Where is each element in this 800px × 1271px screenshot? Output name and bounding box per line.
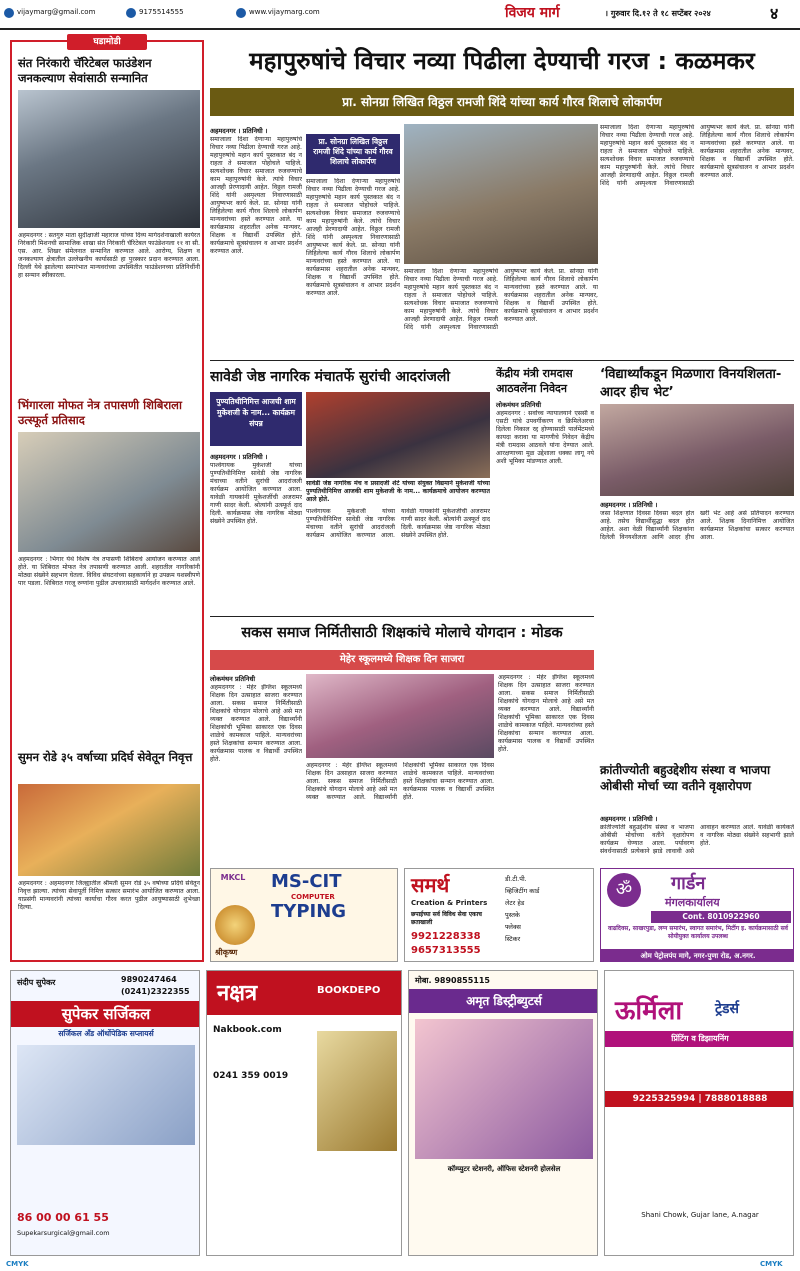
urmila-address: Shani Chowk, Gujar lane, A.nagar (641, 1211, 759, 1219)
header-date: । गुरुवार दि.१२ ते १८ सप्टेंबर २०२४ (605, 9, 711, 18)
header-website: www.vijaymarg.com (249, 8, 320, 16)
lead-inset-box: प्रा. सोनग्रा लिखित विठ्ठल रामजी शिंदे यांच्या कार्य गौरव शिलाचे लोकार्पण (306, 134, 400, 174)
nakshatra-name: नक्षत्र (217, 981, 258, 1006)
mid-story2-byline: लोकमंथन प्रतिनिधी (496, 401, 542, 409)
story3-headline: सुमन रोडे ३५ वर्षाच्या प्रदिर्घ सेवेतून निवृत्त (18, 750, 193, 764)
bottom-story1-body-a: अहमदनगर : मेहेर इंग्लिश स्कूलमध्ये शिक्षक दिन उत्साहात साजरा करण्यात आला. सकस समाज निर्मितीसाठी शिक्षकांचे योगदान मोलाचे आहे असे मत व्यक्त करण्यात आले. विद्यार्थ्यांनी शिक्षकांची भूमिका साकारत एक दिवस शाळेचे कामकाज पाहिले. मान्यवरांच्या हस्ते शिक्षकांचा सन्मान करण्यात आला. कार्यक्रमास पालक व विद्यार्थी उपस्थित होते. (210, 684, 302, 763)
bottom-story2-byline: अहमदनगर । प्रतिनिधी । (600, 815, 658, 823)
page-number: ४ (770, 4, 779, 23)
mid-story1-caption: सावेडी जेष्ठ नागरिक मंच व प्रसादजी शेटे यांच्या संयुक्त विद्यमाने मुकेशजी यांच्या पुण्यतिथीनिमित्त आजकी शाम मुकेशजी के नाम... कार्यक्रमाचे आयोजन करण्यात आले होते. (306, 480, 490, 503)
samarth-phone2: 9657313555 (411, 945, 481, 956)
mid-story1-byline: अहमदनगर । प्रतिनिधी । (210, 453, 268, 461)
urmila-sub: ट्रेडर्स (715, 1001, 740, 1017)
surgical-products-photo (17, 1045, 195, 1145)
surgical-person: संदीप सुपेकर (17, 978, 56, 987)
samarth-phone1: 9921228338 (411, 931, 481, 942)
left-column-box (10, 37, 204, 962)
mkcl-logo: MKCL (220, 873, 246, 882)
surgical-phone2: (0241)2322355 (121, 987, 190, 996)
bottom-story1-subhead: मेहेर स्कूलमध्ये शिक्षक दिन साजरा (210, 650, 594, 670)
nakshatra-site: Nakbook.com (213, 1025, 282, 1035)
bottom-story1-body-b: अहमदनगर : मेहेर इंग्लिश स्कूलमध्ये शिक्षक दिन उत्साहात साजरा करण्यात आला. सकस समाज निर्मितीसाठी शिक्षकांचे योगदान मोलाचे आहे असे मत व्यक्त करण्यात आले. विद्यार्थ्यांनी शिक्षकांची भूमिका साकारत एक दिवस शाळेचे कामकाज पाहिले. मान्यवरांच्या हस्ते शिक्षकांचा सन्मान करण्यात आला. कार्यक्रमास पालक व विद्यार्थी उपस्थित होते. (306, 762, 494, 801)
mid-story2-headline: केंद्रीय मंत्री रामदास आठवलेंना निवेदन (496, 367, 573, 395)
divider-mid (210, 616, 594, 617)
lead-byline: अहमदनगर । प्रतिनिधी । (210, 127, 268, 135)
lead-headline: महापुरुषांचे विचार नव्या पिढीला देण्याची गरज : कळमकर (249, 47, 755, 75)
mid-story3-body: जसा शिक्षणात दिवसा दिवसा बदल होत आहे. तसेच विद्यार्थीसुद्धा बदल होत आहेत. अशा वेळी विद्यार्थ्यांनी शिक्षकांना दिलेली विनयशीलता आणि आदर हीच खरी भेट आहे असे प्रतिपादन करण्यात आले. शिक्षक दिनानिमित्त आयोजित कार्यक्रमात शिक्षकांचा सत्कार करण्यात आला. (600, 510, 794, 541)
mscit-title: MS-CIT (271, 871, 342, 892)
samarth-line: छपाईच्या सर्व विविध सेवा एकाच छताखाली (411, 911, 482, 926)
header-email: vijaymarg@gmail.com (17, 8, 96, 16)
samarth-service: लेटर हेड (505, 899, 525, 907)
bottom-story1-photo (306, 674, 494, 758)
section-tag: घडामोडी (67, 34, 147, 50)
nakshatra-book-photo (317, 1031, 397, 1151)
ad-amrut (408, 970, 598, 1256)
story1-headline: संत निरंकारी चॅरिटेबल फाउंडेशन जनकल्याण सेवांसाठी सन्मानित (18, 56, 152, 85)
garden-contact: Cont. 8010922960 (651, 911, 791, 923)
surgical-phone1: 9890247464 (121, 975, 177, 984)
bottom-story2-headline: क्रांतीज्योती बहुउद्देशीय संस्था व भाजपा ओबीसी मोर्चा च्या वतीने वृक्षारोपण (600, 763, 771, 793)
mid-story2-body: अहमदनगर : सर्वोच्च न्यायालयाने एससी व एसटी यांचे उपवर्गीकरण व क्रिमिलेअरचा दिलेला निकाल रद्द होण्यासाठी पार्लमेंटमध्ये कायदा करावा या मागणीचे निवेदन केंद्रीय मंत्री रामदास आठवले यांना देण्यात आले. आरक्षणाच्या मूळ उद्देशाला धक्का लागू नये अशी भूमिका मांडण्यात आली. (496, 410, 594, 465)
lead-body-col2: समाजाला दिशा देणाऱ्या महापुरुषांचे विचार नव्या पिढीला देण्याची गरज आहे. महापुरुषांचे महान कार्य पुस्तकात बंद न राहता ते समाजात पोहोचले पाहिजे. सत्यशोधक विचार समाजात रुजवण्याचे काम महापुरुषांनी केले. त्यांचे विचार आजही प्रेरणादायी आहेत. विठ्ठल रामजी शिंदे यांनी अस्पृश्यता निवारणासाठी आयुष्यभर कार्य केले. प्रा. सोनग्रा यांनी लिहिलेल्या कार्य गौरव शिलाचे लोकार्पण मान्यवरांच्या हस्ते करण्यात आले. या कार्यक्रमास शहरातील अनेक मान्यवर, शिक्षक व विद्यार्थी उपस्थित होते. कार्यक्रमाचे सूत्रसंचालन व आभार प्रदर्शन करण्यात आले. (306, 178, 400, 297)
amrut-name: अमृत डिस्ट्रीब्युटर्स (409, 989, 598, 1013)
urmila-line: प्रिंटिंग व डिझायनिंग (605, 1031, 794, 1047)
lead-body-col4: समाजाला दिशा देणाऱ्या महापुरुषांचे विचार नव्या पिढीला देण्याची गरज आहे. महापुरुषांचे महान कार्य पुस्तकात बंद न राहता ते समाजात पोहोचले पाहिजे. सत्यशोधक विचार समाजात रुजवण्याचे काम महापुरुषांनी केले. त्यांचे विचार आजही प्रेरणादायी आहेत. विठ्ठल रामजी शिंदे यांनी अस्पृश्यता निवारणासाठी आयुष्यभर कार्य केले. प्रा. सोनग्रा यांनी लिहिलेल्या कार्य गौरव शिलाचे लोकार्पण मान्यवरांच्या हस्ते करण्यात आले. या कार्यक्रमास शहरातील अनेक मान्यवर, शिक्षक व विद्यार्थी उपस्थित होते. कार्यक्रमाचे सूत्रसंचालन व आभार प्रदर्शन करण्यात आले. (600, 124, 794, 187)
phone-icon (126, 8, 136, 18)
footer-cmyk-right: CMYK (760, 1260, 783, 1268)
bottom-story1-body-c: अहमदनगर : मेहेर इंग्लिश स्कूलमध्ये शिक्षक दिन उत्साहात साजरा करण्यात आला. सकस समाज निर्मितीसाठी शिक्षकांचे योगदान मोलाचे आहे असे मत व्यक्त करण्यात आले. विद्यार्थ्यांनी शिक्षकांची भूमिका साकारत एक दिवस शाळेचे कामकाज पाहिले. मान्यवरांच्या हस्ते शिक्षकांचा सन्मान करण्यात आला. कार्यक्रमास पालक व विद्यार्थी उपस्थित होते. (498, 674, 594, 753)
mid-story1-body-a: पार्श्वगायक मुकेशजी यांच्या पुण्यतिथीनिमित्त सावेडी जेष्ठ नागरिक मंचाच्या वतीने सुरांची आदरांजली कार्यक्रम आयोजित करण्यात आला. यावेळी गायकांनी मुकेशजींची अजरामर गाणी सादर केली. श्रोत्यांनी उत्स्फूर्त दाद दिली. कार्यक्रमास जेष्ठ नागरिक मोठ्या संख्येने उपस्थित होते. (210, 462, 302, 525)
story3-body: अहमदनगर : अहमदनगर जिल्ह्यातील श्रीमती सुमन रोडे ३५ वर्षाच्या प्रदिर्घ सेवेतून निवृत्त झाल्या. त्यांच्या सेवापूर्ती निमित्त सत्कार समारंभ आयोजित करण्यात आला. याप्रसंगी मान्यवरांनी त्यांच्या कार्याचा गौरव करत पुढील आयुष्यासाठी शुभेच्छा दिल्या. (18, 880, 200, 911)
surgical-phone3: 86 00 00 61 55 (17, 1211, 109, 1224)
mid-story3-headline: ‘विद्यार्थ्यांकडून मिळणारा विनयशिलता-आदर हीच भेट’ (600, 367, 782, 400)
surgical-name: सुपेकर सर्जिकल (11, 1001, 200, 1027)
garden-sub: मंगलकार्यालय (665, 896, 720, 909)
samarth-service: व्हिजिटींग कार्ड (505, 887, 540, 895)
samarth-service: डी.टी.पी. (505, 875, 527, 883)
story2-headline: भिंगारला मोफत नेत्र तपासणी शिबिराला उत्स्फूर्त प्रतिसाद (18, 398, 182, 427)
ad-mscit (210, 868, 398, 962)
mid-story1-body-b: पार्श्वगायक मुकेशजी यांच्या पुण्यतिथीनिमित्त सावेडी जेष्ठ नागरिक मंचाच्या वतीने सुरांची आदरांजली कार्यक्रम आयोजित करण्यात आला. यावेळी गायकांनी मुकेशजींची अजरामर गाणी सादर केली. श्रोत्यांनी उत्स्फूर्त दाद दिली. कार्यक्रमास जेष्ठ नागरिक मोठ्या संख्येने उपस्थित होते. (306, 508, 490, 539)
samarth-service: स्टिकर (505, 935, 521, 943)
ad-nakshatra (206, 970, 402, 1256)
surgical-sub: सर्जिकल अँड ऑर्थोपेडिक सप्लायर्स (58, 1029, 154, 1038)
bottom-story1-byline: लोकमंथन प्रतिनिधी (210, 675, 256, 683)
story2-body: अहमदनगर : भिंगार येथे विशेष नेत्र तपासणी शिबिराचे आयोजन करण्यात आले होते. या शिबिरात मोफत नेत्र तपासणी करण्यात आली. शहरातील नागरिकांनी मोठ्या संख्येने सहभाग घेतला. विविध संघटनांच्या सहकार्याने हा उपक्रम यशस्वीपणे पार पडला. शिबिरात गरजू रुग्णांना पुढील उपचारासाठी मार्गदर्शन करण्यात आले. (18, 556, 200, 587)
garden-address: ओम पेट्रोलपंप मागे, नगर-पुणा रोड, अ.नगर. (601, 949, 794, 962)
mscit-title2: TYPING (271, 901, 347, 922)
header-phone: 9175514555 (139, 8, 184, 16)
lead-body-col1: समाजाला दिशा देणाऱ्या महापुरुषांचे विचार नव्या पिढीला देण्याची गरज आहे. महापुरुषांचे महान कार्य पुस्तकात बंद न राहता ते समाजात पोहोचले पाहिजे. सत्यशोधक विचार समाजात रुजवण्याचे काम महापुरुषांनी केले. त्यांचे विचार आजही प्रेरणादायी आहेत. विठ्ठल रामजी शिंदे यांनी अस्पृश्यता निवारणासाठी आयुष्यभर कार्य केले. प्रा. सोनग्रा यांनी लिहिलेल्या कार्य गौरव शिलाचे लोकार्पण मान्यवरांच्या हस्ते करण्यात आले. या कार्यक्रमास शहरातील अनेक मान्यवर, शिक्षक व विद्यार्थी उपस्थित होते. कार्यक्रमाचे सूत्रसंचालन व आभार प्रदर्शन करण्यात आले. (210, 136, 302, 255)
garden-services: वाढदिवस, साखरपुडा, लग्न समारंभ, स्वागत समारंभ, मिटींग इ. कार्यक्रमासाठी सर्व सोयीयुक्त कार्यालय उपलब्ध (607, 925, 789, 940)
nakshatra-book: BOOKDEPO (317, 985, 381, 996)
amrut-sub: कॉम्प्युटर स्टेशनरी, ऑफिस स्टेशनरी होलसेल (447, 1165, 561, 1173)
story3-photo (18, 784, 200, 876)
bottom-story1-headline: सकस समाज निर्मितीसाठी शिक्षकांचे मोलाचे योगदान : मोडक (241, 625, 563, 641)
nakshatra-phone: 0241 359 0019 (213, 1071, 289, 1081)
story2-photo (18, 432, 200, 552)
mid-story1-inset: पुण्यतिथीनिमित्त आजची शाम मुकेशजी के नाम... कार्यक्रम संपन्न (210, 392, 302, 446)
story1-photo (18, 90, 200, 228)
paper-name: विजय मार्ग (505, 5, 560, 21)
lead-photo (404, 124, 598, 264)
samarth-services (505, 873, 591, 945)
amrut-products-photo (415, 1019, 593, 1159)
footer-cmyk-left: CMYK (6, 1260, 29, 1268)
mid-story1-headline: सावेडी जेष्ठ नागरिक मंचातर्फे सुरांची आदरांजली (210, 369, 450, 385)
krishna-icon (215, 905, 255, 945)
samarth-name: समर्थ (411, 873, 450, 897)
amrut-mobile: मोबा. 9890855115 (415, 976, 490, 985)
samarth-service: फ्लेक्स (505, 923, 521, 931)
ad-garden (600, 868, 794, 962)
mid-story1-photo (306, 392, 490, 478)
email-icon (4, 8, 14, 18)
mscit-sub: COMPUTER (291, 893, 335, 901)
lead-subhead: प्रा. सोनग्रा लिखित विठ्ठल रामजी शिंदे यांच्या कार्य गौरव शिलाचे लोकार्पण (210, 88, 794, 116)
story1-body: अहमदनगर : सतगुरु माता सुदीक्षाजी महाराज यांच्या दिव्य मार्गदर्शनाखाली कार्यरत निरंकारी मिशनची सामाजिक शाखा संत निरंकारी चॅरिटेबल फाउंडेशनला ११ वा सी. एस. आर. शिखर संमेलनात सन्मानित करण्यात आले. आरोग्य, शिक्षण व जनकल्याण क्षेत्रातील उल्लेखनीय कार्यासाठी हा पुरस्कार प्रदान करण्यात आला. दिल्ली येथे झालेल्या समारंभात मान्यवरांच्या उपस्थितीत फाउंडेशनच्या प्रतिनिधींनी हा सन्मान स्वीकारला. (18, 232, 200, 279)
urmila-name: ऊर्मिला (615, 996, 683, 1026)
ad-samarth (404, 868, 594, 962)
samarth-service: पुस्तके (505, 911, 520, 919)
samarth-sub: Creation & Printers (411, 899, 488, 907)
divider-lead (210, 360, 794, 361)
urmila-phone: 9225325994 | 7888018888 (605, 1091, 794, 1107)
lead-body-col3: समाजाला दिशा देणाऱ्या महापुरुषांचे विचार नव्या पिढीला देण्याची गरज आहे. महापुरुषांचे महान कार्य पुस्तकात बंद न राहता ते समाजात पोहोचले पाहिजे. सत्यशोधक विचार समाजात रुजवण्याचे काम महापुरुषांनी केले. त्यांचे विचार आजही प्रेरणादायी आहेत. विठ्ठल रामजी शिंदे यांनी अस्पृश्यता निवारणासाठी आयुष्यभर कार्य केले. प्रा. सोनग्रा यांनी लिहिलेल्या कार्य गौरव शिलाचे लोकार्पण मान्यवरांच्या हस्ते करण्यात आले. या कार्यक्रमास शहरातील अनेक मान्यवर, शिक्षक व विद्यार्थी उपस्थित होते. कार्यक्रमाचे सूत्रसंचालन व आभार प्रदर्शन करण्यात आले. (404, 268, 598, 331)
om-icon: ॐ (607, 873, 641, 907)
mid-story3-photo (600, 404, 794, 496)
web-icon (236, 8, 246, 18)
surgical-email: Supekarsurgical@gmail.com (17, 1229, 110, 1237)
mscit-name: श्रीकृष्ण (215, 948, 238, 957)
garden-name: गार्डन (671, 873, 706, 894)
ad-surgical (10, 970, 200, 1256)
mid-story3-byline: अहमदनगर । प्रतिनिधी । (600, 501, 658, 509)
header-bar (0, 0, 800, 30)
bottom-story2-body: क्रांतीज्योती बहुउद्देशीय संस्था व भाजपा ओबीसी मोर्चाच्या वतीने वृक्षारोपण कार्यक्रम घेण्यात आला. पर्यावरण संवर्धनासाठी प्रत्येकाने झाडे लावावी असे आवाहन करण्यात आले. यावेळी कार्यकर्ते व नागरिक मोठ्या संख्येने सहभागी झाले होते. (600, 824, 794, 855)
ad-urmila (604, 970, 794, 1256)
